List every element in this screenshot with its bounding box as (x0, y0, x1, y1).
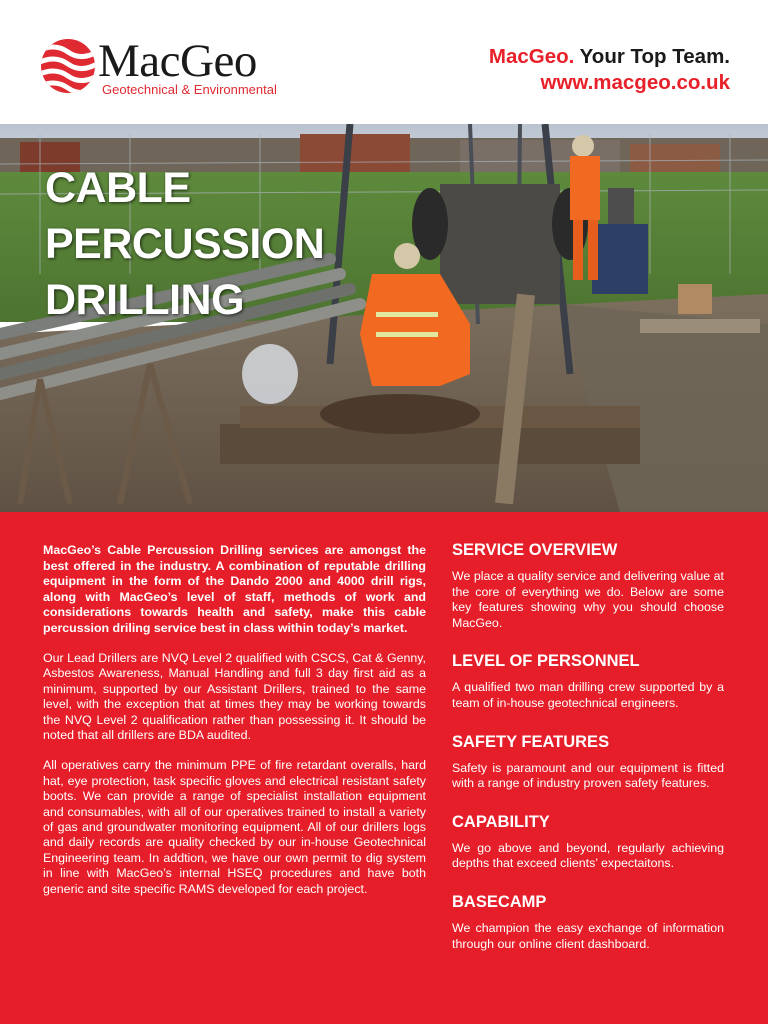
level-of-personnel-text: A qualified two man drilling crew supported by a team of in-house geotechnical engineers. (452, 680, 724, 710)
capability-text: We go above and beyond, regularly achieving depths that exceed clients’ expectaitons. (452, 840, 724, 871)
right-column (452, 541, 724, 973)
safety-features-heading: SAFETY FEATURES (452, 732, 610, 751)
basecamp-heading: BASECAMP (452, 892, 547, 911)
logo-name: MacGeo (98, 35, 257, 87)
body-paragraph: All operatives carry the minimum PPE of fire retardant overalls, hard hat, eye protection, task specific gloves and electrical resistant safety boots. We can provide a range of specialist installation equipment and consumables, with all of our operatives trained to install a variety of gas and groundwater monitoring equipment. All of our drillers logs and daily records are quality checked by our in-house Geotechnical Engineering team. In addtion, we have our own permit to dig system in line with MacGeo’s internal HSEQ procedures and have both generic and site specific RAMS developed for each project. (43, 758, 426, 896)
safety-features-text: Safety is paramount and our equipment is fitted with a range of industry proven safety features. (452, 760, 724, 791)
basecamp-text: We champion the easy exchange of information through our online client dashboard. (452, 920, 724, 951)
hero-title-line: PERCUSSION (45, 220, 325, 268)
macgeo-logo (40, 35, 300, 100)
body-paragraph: Our Lead Drillers are NVQ Level 2 qualified with CSCS, Cat & Genny, Asbestos Awareness, Manual Handling and full 3 day first aid as a minimum, supported by our Assistant Drillers, trained to the same level, with the exception that at times they may be working towards the NVQ Level 2 qualification rather than possessing it. It should be noted that all drillers are BDA audited. (43, 651, 426, 743)
service-overview-heading: SERVICE OVERVIEW (452, 541, 618, 559)
logo-subtitle: Geotechnical & Environmental (102, 82, 277, 97)
page-header (0, 0, 768, 124)
level-of-personnel-heading: LEVEL OF PERSONNEL (452, 652, 640, 671)
hero-title (45, 160, 324, 328)
tagline-text: Your Top Team. (574, 45, 730, 68)
website-link[interactable]: www.macgeo.co.uk (540, 71, 730, 94)
wave-globe-icon (40, 38, 96, 94)
service-overview-text: We place a quality service and delivering value at the core of everything we do. Below are some key features showing why you should choose MacGeo. (452, 569, 724, 630)
tagline-brand: MacGeo. (488, 45, 575, 68)
capability-heading: CAPABILITY (452, 812, 550, 831)
hero-title-line: CABLE (45, 164, 191, 212)
left-column (43, 543, 426, 912)
tagline (489, 44, 730, 96)
intro-paragraph: MacGeo’s Cable Percussion Drilling services are amongst the best offered in the industry. A combination of reputable drilling equipment in the form of the Dando 2000 and 4000 drill rigs, along with MacGeo’s level of staff, methods of work and considerations towards health and safety, make this cable percussion driling service best in class within today’s market. (43, 543, 426, 635)
content-section (0, 512, 768, 1024)
hero-photo (0, 124, 768, 512)
hero-title-line: DRILLING (45, 276, 245, 324)
